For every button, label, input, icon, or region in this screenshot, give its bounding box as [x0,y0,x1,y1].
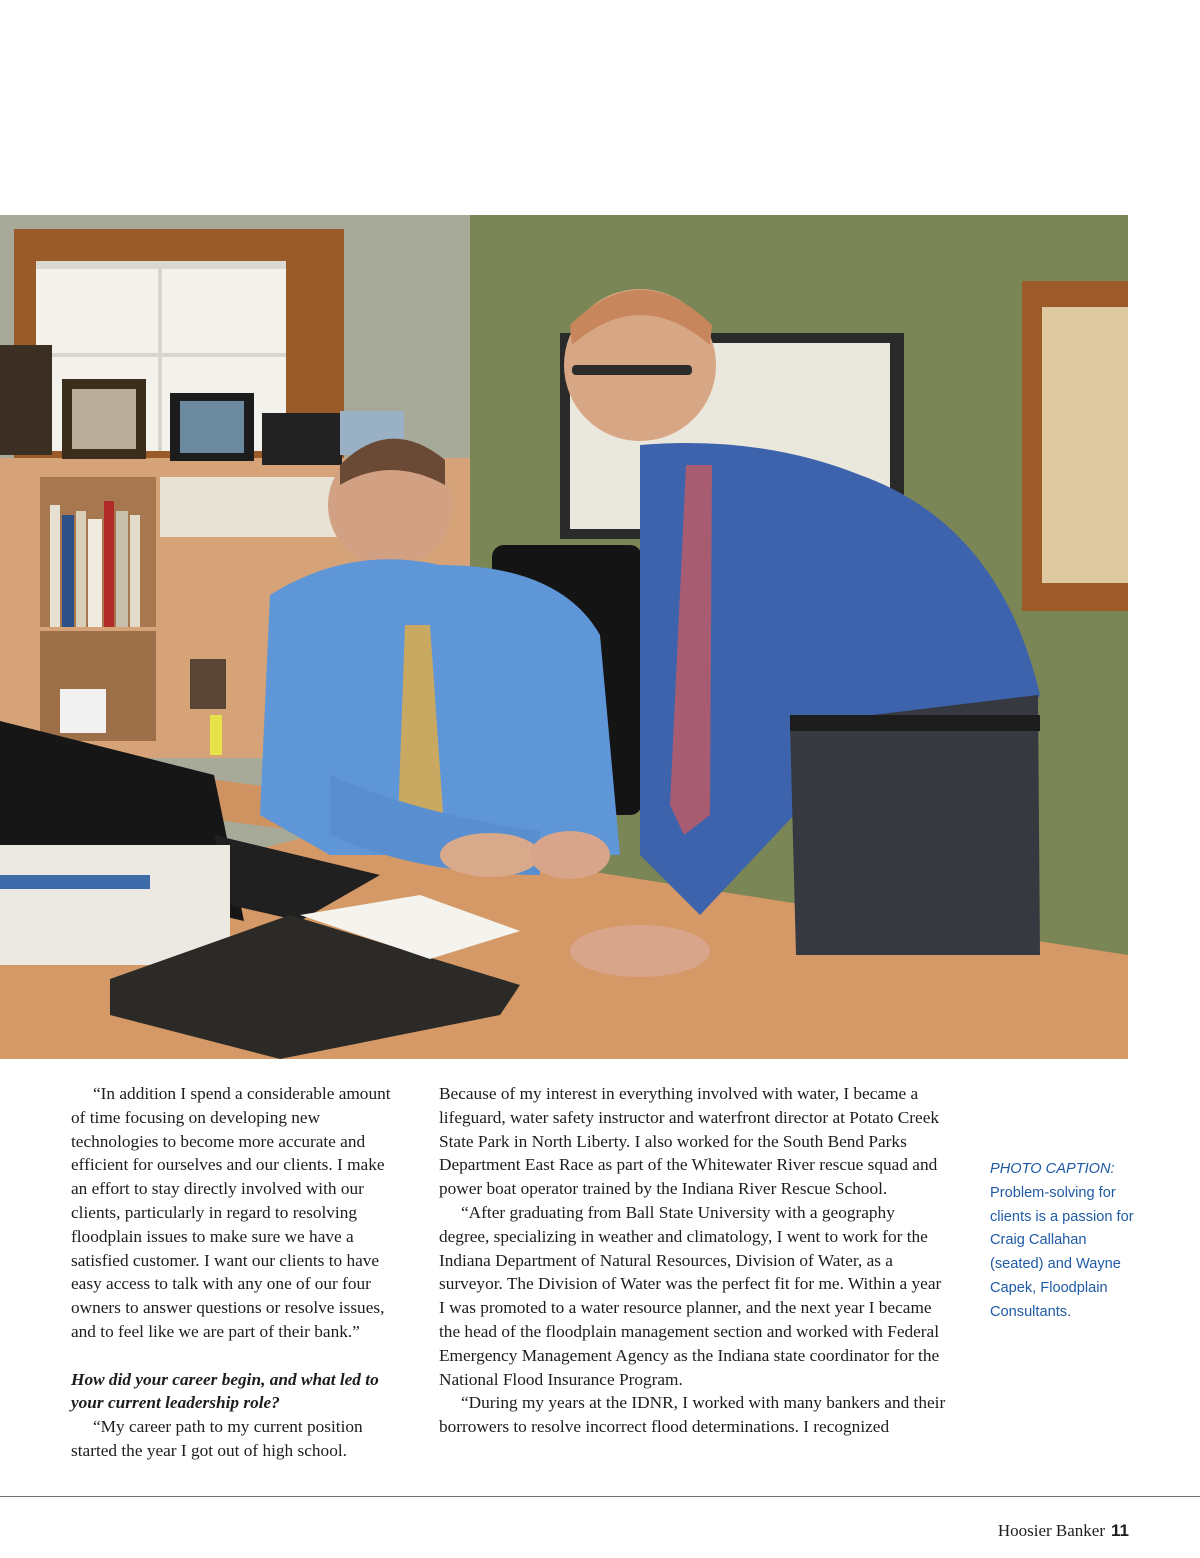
body-paragraph: “My career path to my current position started the year I got out of high school. [71,1417,363,1460]
photo-caption [990,1158,1140,1325]
interview-question: How did your career begin, and what led to your current leadership role? [71,1369,379,1413]
article-photo [0,215,1128,1059]
footer-rule [0,1496,1200,1497]
article-column-2 [439,1082,947,1439]
caption-text: Problem-solving for clients is a passion for Craig Callahan (seated) and Wayne Capek, Floodplain Consultants. [990,1184,1134,1320]
page-number: 11 [1111,1521,1129,1540]
body-paragraph: “During my years at the IDNR, I worked with many bankers and their borrowers to resolve incorrect flood determinations. I recognized [439,1393,946,1437]
body-paragraph: “After graduating from Ball State University with a geography degree, specializing in weather and climatology, I went to work for the Indiana Department of Natural Resources, Division of Water, as a surveyor. The Division of Water was the perfect fit for me. Within a year I was promoted to a water resource planner, and the next year I became the head of the floodplain management section and worked with Federal Emergency Management Agency as the Indiana state coordinator for the National Flood Insurance Program. [439,1202,942,1389]
caption-label: PHOTO CAPTION: [990,1161,1115,1177]
publication-name: Hoosier Banker [997,1521,1106,1540]
body-paragraph: Because of my interest in everything involved with water, I became a lifeguard, water safety instructor and waterfront director at Potato Creek State Park in North Liberty. I also worked for the South Bend Parks Department East Race as part of the Whitewater River rescue squad and power boat operator trained by the Indiana River Rescue School. [439,1084,940,1199]
page-footer [998,1521,1129,1541]
body-paragraph: “In addition I spend a considerable amount of time focusing on developing new technologies to become more accurate and efficient for ourselves and our clients. I make an effort to stay directly involved with our clients, particularly in regard to resolving floodplain issues to make sure we have a satisfied customer. I want our clients to have easy access to talk with any one of our four owners to answer questions or resolve issues, and to feel like we are part of their bank.” [71,1084,391,1341]
article-column-1 [71,1082,396,1463]
